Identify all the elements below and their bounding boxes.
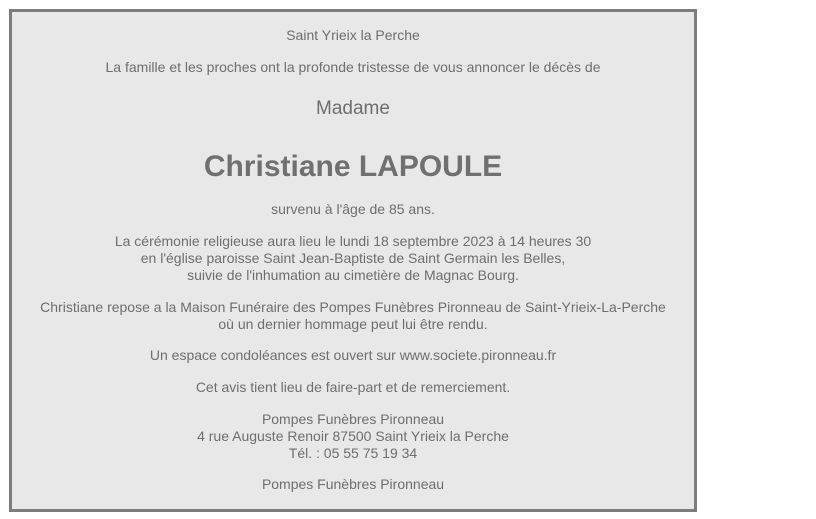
- notice-intro: La famille et les proches ont la profonde tristesse de vous annoncer le décès de: [105, 59, 601, 75]
- death-notice: [9, 9, 697, 512]
- notice-signature: Pompes Funèbres Pironneau: [261, 476, 445, 492]
- contact-name: Pompes Funèbres Pironneau: [261, 411, 445, 427]
- funeral-home-contact: [12, 411, 694, 462]
- ceremony-details: [12, 233, 694, 284]
- thanks-text: Cet avis tient lieu de faire-part et de remerciement.: [195, 379, 511, 395]
- notice-age: survenu à l'âge de 85 ans.: [271, 201, 435, 217]
- contact-phone: Tél. : 05 55 75 19 34: [288, 445, 418, 461]
- ceremony-line: en l'église paroisse Saint Jean-Baptiste de Saint Germain les Belles,: [140, 250, 566, 266]
- deceased-name: Christiane LAPOULE: [203, 150, 503, 183]
- rest-line: où un dernier hommage peut lui être rendu.: [218, 316, 488, 332]
- ceremony-line: suivie de l'inhumation au cimetière de Magnac Bourg.: [187, 267, 519, 283]
- rest-details: [12, 299, 694, 333]
- condolences-text: Un espace condoléances est ouvert sur www.societe.pironneau.fr: [149, 347, 557, 363]
- notice-location: Saint Yrieix la Perche: [286, 27, 420, 43]
- rest-line: Christiane repose a la Maison Funéraire des Pompes Funèbres Pironneau de Saint-Yrieix-La-Perche: [40, 299, 666, 315]
- notice-title: Madame: [316, 98, 390, 119]
- contact-address: 4 rue Auguste Renoir 87500 Saint Yrieix la Perche: [197, 428, 509, 444]
- ceremony-line: La cérémonie religieuse aura lieu le lundi 18 septembre 2023 à 14 heures 30: [114, 233, 592, 249]
